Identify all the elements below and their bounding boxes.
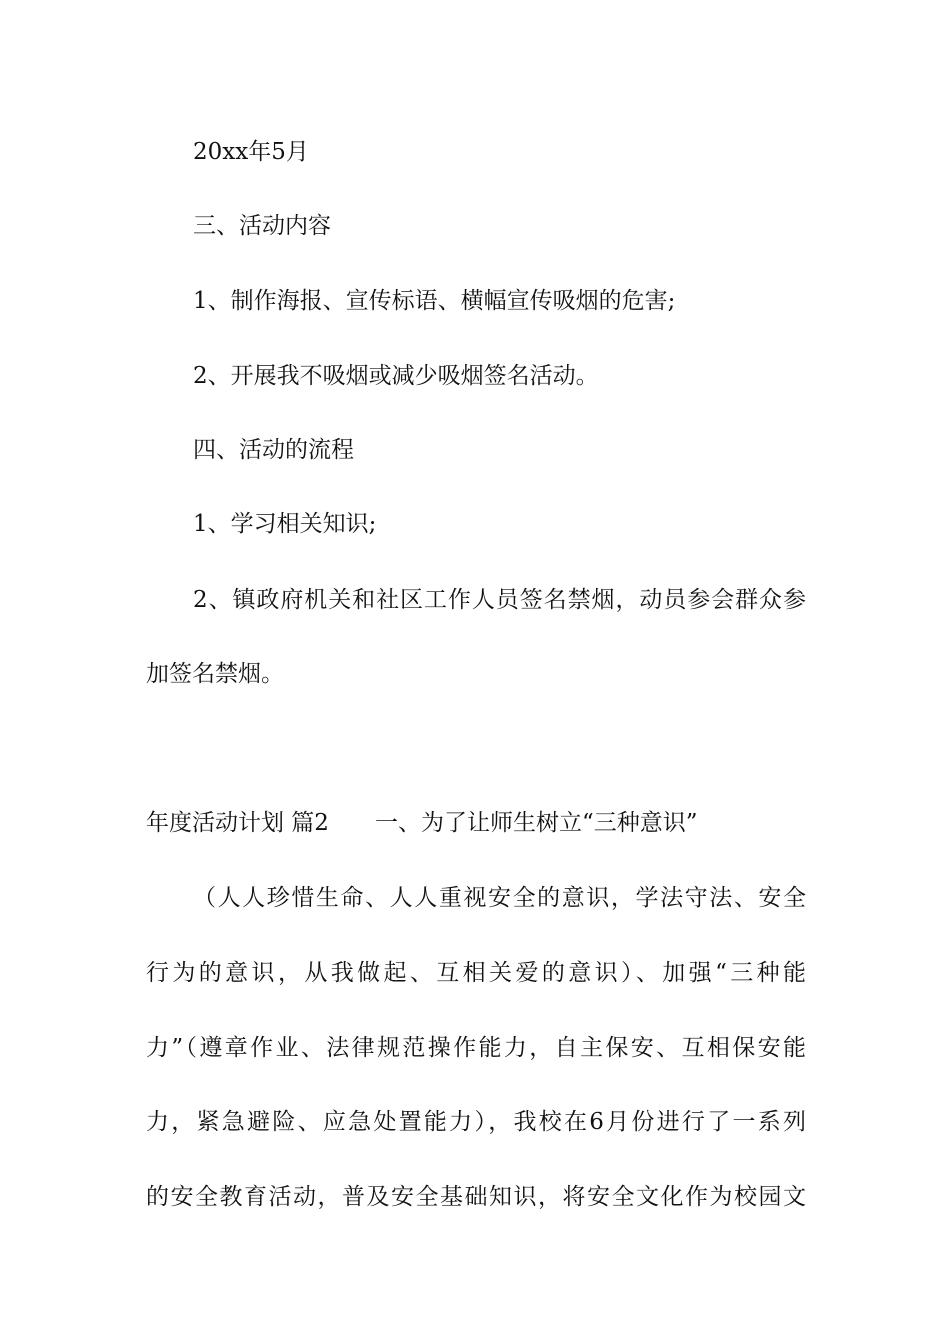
section2-first-heading: 一、为了让师生树立“三种意识” (374, 810, 698, 836)
process-item-2: 2、镇政府机关和社区工作人员签名禁烟，动员参会群众参 (193, 587, 806, 613)
process-item-1: 1、学习相关知识; (193, 511, 377, 537)
paragraph-line-1: （人人珍惜生命、人人重视安全的意识，学法守法、安全 (193, 885, 806, 911)
paragraph-line-3: 力”（遵章作业、法律规范操作能力，自主保安、互相保安能 (146, 1035, 806, 1061)
section2-heading-row (146, 808, 697, 838)
date-line: 20xx年5月 (193, 139, 309, 165)
paragraph-line-5: 的安全教育活动，普及安全基础知识，将安全文化作为校园文 (146, 1184, 806, 1210)
process-item-2-continued: 加签名禁烟。 (146, 661, 284, 687)
paragraph-line-4: 力，紧急避险、应急处置能力），我校在6月份进行了一系列 (146, 1109, 806, 1135)
heading-activity-content: 三、活动内容 (193, 213, 331, 239)
paragraph-line-2: 行为的意识，从我做起、互相关爱的意识）、加强“三种能 (146, 960, 806, 986)
content-item-1: 1、制作海报、宣传标语、横幅宣传吸烟的危害; (193, 288, 676, 314)
heading-activity-process: 四、活动的流程 (193, 437, 354, 463)
section2-title: 年度活动计划 篇2 (146, 810, 329, 836)
content-item-2: 2、开展我不吸烟或减少吸烟签名活动。 (193, 363, 599, 389)
